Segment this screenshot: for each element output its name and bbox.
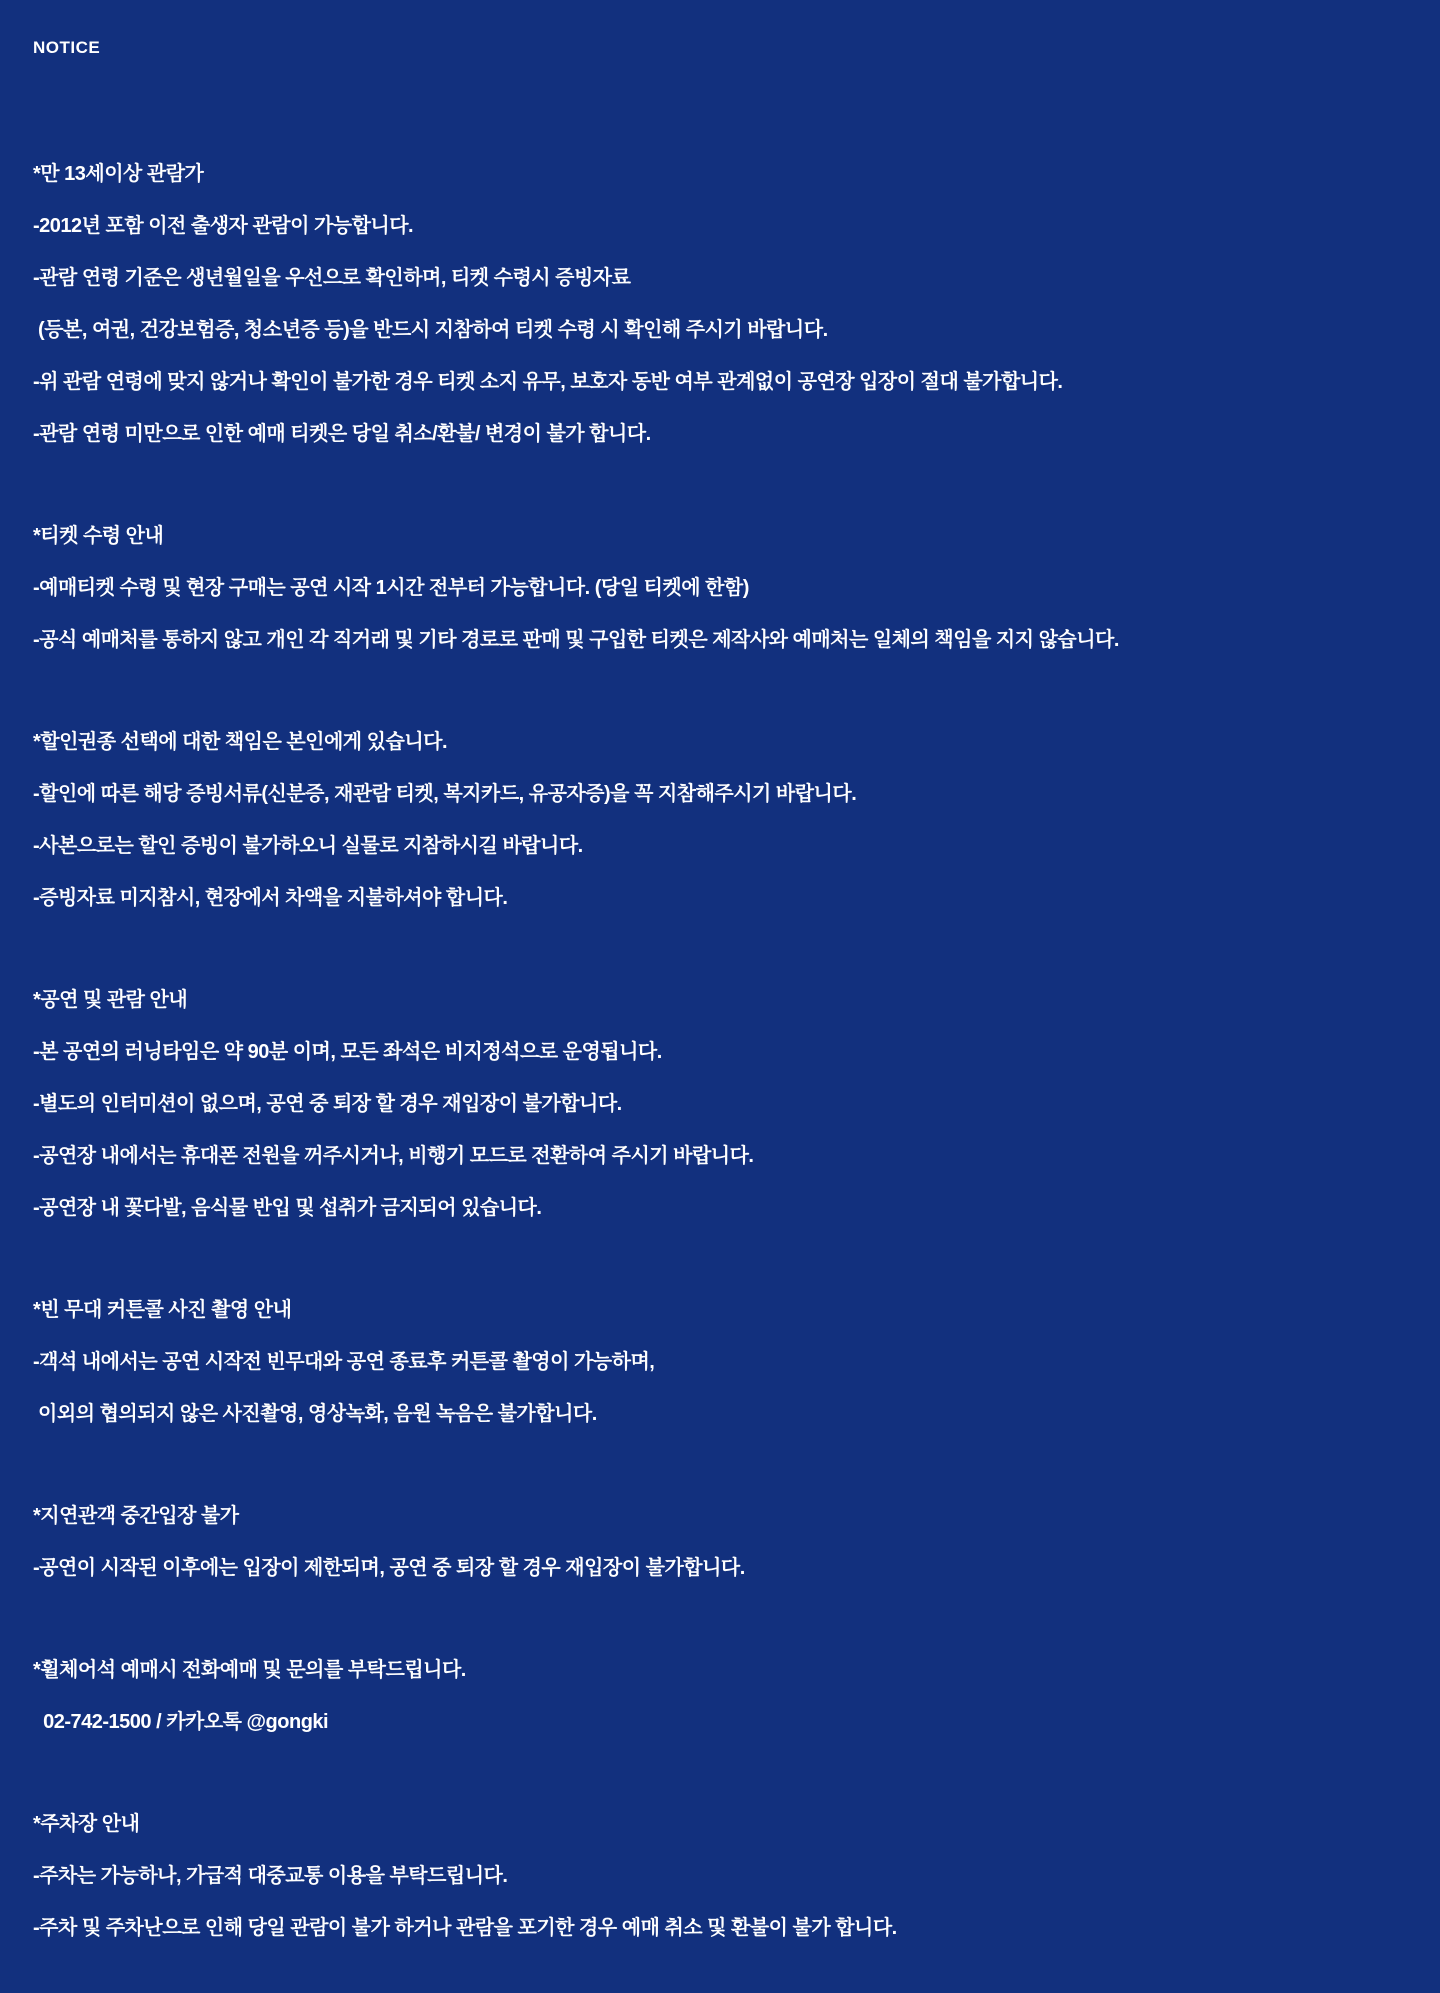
section-heading: *만 13세이상 관람가 xyxy=(33,163,204,185)
notice-line: -객석 내에서는 공연 시작전 빈무대와 공연 종료후 커튼콜 촬영이 가능하며, xyxy=(33,1351,655,1373)
notice-section-discount xyxy=(33,716,1420,924)
notice-line: -본 공연의 러닝타임은 약 90분 이며, 모든 좌석은 비지정석으로 운영됩니다. xyxy=(33,1041,662,1063)
notice-section-age-limit xyxy=(33,148,1420,460)
notice-line: -별도의 인터미션이 없으며, 공연 중 퇴장 할 경우 재입장이 불가합니다. xyxy=(33,1093,622,1115)
notice-line: -공연이 시작된 이후에는 입장이 제한되며, 공연 중 퇴장 할 경우 재입장이 불가합니다. xyxy=(33,1557,745,1579)
notice-section-photo-policy xyxy=(33,1284,1420,1440)
notice-line: -할인에 따른 해당 증빙서류(신분증, 재관람 티켓, 복지카드, 유공자증)을 꼭 지참해주시기 바랍니다. xyxy=(33,783,857,805)
notice-line: -증빙자료 미지참시, 현장에서 차액을 지불하셔야 합니다. xyxy=(33,887,508,909)
section-heading: *주차장 안내 xyxy=(33,1813,140,1835)
notice-section-parking xyxy=(33,1798,1420,1954)
notice-line: -공연장 내 꽃다발, 음식물 반입 및 섭취가 금지되어 있습니다. xyxy=(33,1197,542,1219)
notice-section-late-entry xyxy=(33,1490,1420,1594)
notice-line: -공식 예매처를 통하지 않고 개인 각 직거래 및 기타 경로로 판매 및 구입한 티켓은 제작사와 예매처는 일체의 책임을 지지 않습니다. xyxy=(33,629,1119,651)
notice-section-performance-info xyxy=(33,974,1420,1234)
notice-line: -주차 및 주차난으로 인해 당일 관람이 불가 하거나 관람을 포기한 경우 예매 취소 및 환불이 불가 합니다. xyxy=(33,1917,897,1939)
notice-section-ticket-pickup xyxy=(33,510,1420,666)
notice-section-wheelchair xyxy=(33,1644,1420,1748)
notice-line: -주차는 가능하나, 가급적 대중교통 이용을 부탁드립니다. xyxy=(33,1865,508,1887)
notice-line: (등본, 여권, 건강보험증, 청소년증 등)을 반드시 지참하여 티켓 수령 시 확인해 주시기 바랍니다. xyxy=(33,319,828,341)
section-heading: *지연관객 중간입장 불가 xyxy=(33,1505,239,1527)
section-heading: *티켓 수령 안내 xyxy=(33,525,164,547)
notice-line: -2012년 포함 이전 출생자 관람이 가능합니다. xyxy=(33,215,414,237)
notice-line: 이외의 협의되지 않은 사진촬영, 영상녹화, 음원 녹음은 불가합니다. xyxy=(33,1403,597,1425)
notice-line: -위 관람 연령에 맞지 않거나 확인이 불가한 경우 티켓 소지 유무, 보호자 동반 여부 관계없이 공연장 입장이 절대 불가합니다. xyxy=(33,371,1063,393)
contact-phone-line: 02-742-1500 / 카카오톡 @gongki xyxy=(33,1711,329,1733)
section-heading: *할인권종 선택에 대한 책임은 본인에게 있습니다. xyxy=(33,731,448,753)
notice-line: -관람 연령 기준은 생년월일을 우선으로 확인하며, 티켓 수령시 증빙자료 xyxy=(33,267,631,289)
notice-line: -관람 연령 미만으로 인한 예매 티켓은 당일 취소/환불/ 변경이 불가 합니다. xyxy=(33,423,651,445)
section-heading: *휠체어석 예매시 전화예매 및 문의를 부탁드립니다. xyxy=(33,1659,466,1681)
section-heading: *빈 무대 커튼콜 사진 촬영 안내 xyxy=(33,1299,292,1321)
page-title: NOTICE xyxy=(33,38,101,57)
notice-line: -사본으로는 할인 증빙이 불가하오니 실물로 지참하시길 바랍니다. xyxy=(33,835,583,857)
notice-line: -예매티켓 수령 및 현장 구매는 공연 시작 1시간 전부터 가능합니다. (당일 티켓에 한함) xyxy=(33,577,749,599)
section-heading: *공연 및 관람 안내 xyxy=(33,989,188,1011)
notice-line: -공연장 내에서는 휴대폰 전원을 꺼주시거나, 비행기 모드로 전환하여 주시기 바랍니다. xyxy=(33,1145,754,1167)
